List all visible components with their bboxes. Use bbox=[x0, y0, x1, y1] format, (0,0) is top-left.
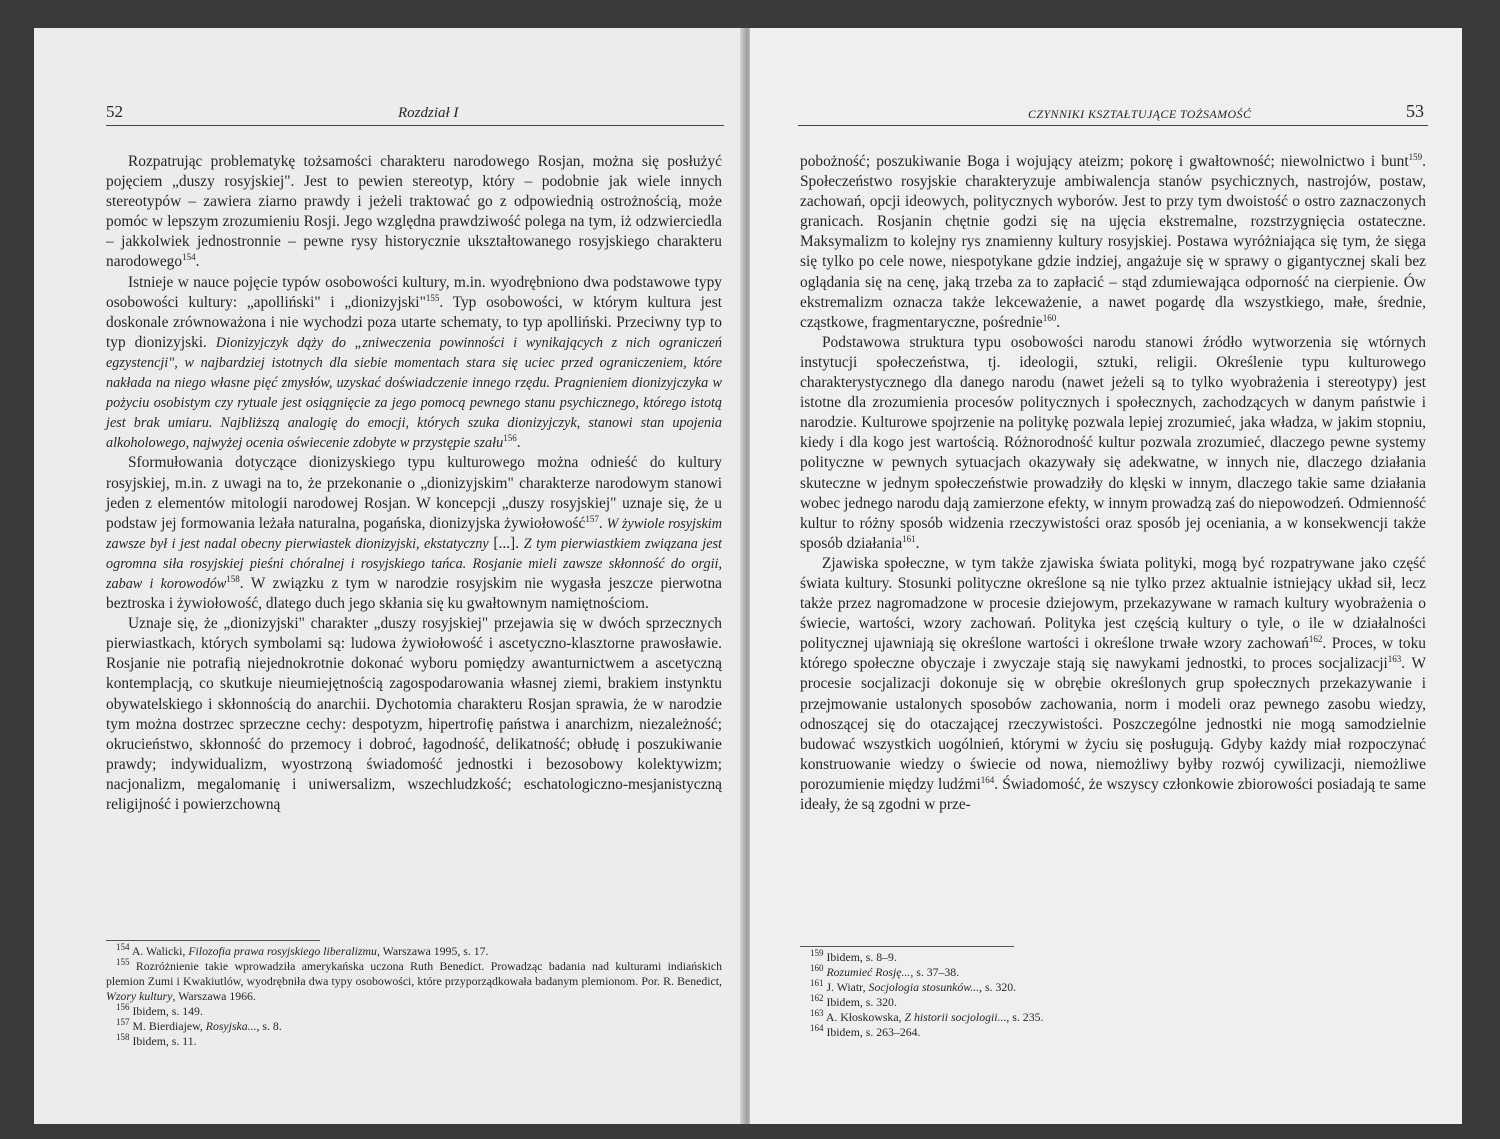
footnote-ref: 154 bbox=[182, 252, 196, 263]
footnote bbox=[800, 1010, 1100, 1025]
paragraph-text: . W procesie socjalizacji dokonuje się w obrębie określonych grup społecznych przekazywanie i przejmowanie ustalonych sposobów zachowania, norm i modeli oraz pewnego zasobu wiedzy, odnoszącej się do otaczającej rzeczywistości. Poszczególne jednostki nie mogą samodzielnie budować wszystkich uogólnień, którymi w życiu się posługują. Gdyby każdy miał rozpoczynać konstruowanie wiedzy o świecie od nowa, niemożliwy byłby rozwój cywilizacji, niemożliwe porozumienie między ludźmi bbox=[800, 655, 1426, 793]
paragraph bbox=[106, 273, 722, 454]
footnote-title: Z historii socjologii... bbox=[904, 1010, 1007, 1024]
page-number: 53 bbox=[1406, 101, 1424, 121]
paragraph-text: [...]. bbox=[488, 534, 524, 552]
paragraph-text: Sformułowania dotyczące dionizyskiego typu kulturowego można odnieść do kultury rosyjskiej, m.in. z uwagi na to, że przekonanie o „dionizyjskim" charakterze narodowym stanowi jeden z elementów mitologii narodowej Rosjan. W koncepcji „duszy rosyjskiej" uznaje się, że u podstaw jej formowania leżała naturalna, pogańska, dionizyjska żywiołowość bbox=[106, 454, 722, 532]
right-page bbox=[750, 28, 1462, 1124]
footnote bbox=[106, 1034, 722, 1049]
footnote-text: , s. 37–38. bbox=[910, 965, 960, 979]
paragraph bbox=[800, 554, 1426, 815]
paragraph-text: pobożność; poszukiwanie Boga i wojujący ateizm; pokorę i gwałtowność; niewolnictwo i bunt bbox=[800, 153, 1409, 170]
footnote-ref: 157 bbox=[585, 513, 599, 524]
paragraph bbox=[800, 333, 1426, 554]
footnote-number: 157 bbox=[116, 1017, 130, 1028]
footnote bbox=[800, 980, 1100, 995]
page-number: 52 bbox=[106, 102, 123, 121]
paragraph-text: . Świadomość, że wszyscy członkowie zbiorowości posiadają te same ideały, że są zgodni w prze- bbox=[800, 775, 1426, 813]
footnote-number: 154 bbox=[116, 942, 130, 953]
footnote-number: 161 bbox=[810, 978, 824, 989]
quotation: Z tym pierwiastkiem związana jest ogromna siła rosyjskiej pieśni chóralnej i rosyjskiego tańca. Rosjanie mieli zawsze skłonność do orgii, zabaw i korowodów bbox=[106, 535, 722, 592]
footnote-ref: 162 bbox=[1308, 634, 1323, 645]
footnote-title: Socjologia stosunków... bbox=[868, 980, 980, 994]
paragraph-text: Podstawowa struktura typu osobowości narodu stanowi źródło wytworzenia się wtórnych instytucji społeczeństwa, tj. ideologii, sztuki, religii. Określenie typu kulturowego charakterystycznego dla danego narodu (nawet jeżeli są to tylko wyobrażenia i stereotypy) jest istotne dla zrozumienia procesów politycznych i społecznych, zachodzących w danym państwie i narodzie. Kulturowe spojrzenie na politykę pozwala lepiej zrozumieć, jaka władza, w jakim stopniu, kiedy i dla kogo jest wartością. Różnorodność kultur pozwala zrozumieć, dlaczego pewne systemy polityczne w pewnych sytuacjach okazywały się adekwatne, w innych nie, dlaczego działania skuteczne w jednym społeczeństwie prowadziły do klęski w innym, dlaczego takie same działania wobec jednego narodu dają zamierzone efekty, w innym prowadzą zaś do niepowodzeń. Odmienność kultur to różny sposób widzenia rzeczywistości oraz sposób jej oceniania, a w konsekwencji także sposób działania bbox=[800, 333, 1426, 552]
paragraph-text: Zjawiska społeczne, w tym także zjawiska świata polityki, mogą być rozpatrywane jako część świata kultury. Stosunki polityczne określone są nie tylko przez aktualnie istniejący układ sił, lecz także przez nagromadzone w procesie dziejowym, przekazywane w ramach kultury wyobrażenia o świecie, wartości, wzory zachowań. Polityka jest częścią kultury o tyle, o ile w działalności politycznej ujawniają się określone wartości i określone trwałe wzory zachowań bbox=[800, 554, 1426, 653]
footnote-number: 158 bbox=[116, 1032, 130, 1043]
right-page-body bbox=[800, 152, 1426, 815]
left-page-body bbox=[106, 152, 722, 815]
footnote-text: A. Kłoskowska, bbox=[825, 1010, 905, 1024]
quotation: Dionizyjczyk dąży do „zniweczenia powinności i wynikających z nich ograniczeń egzystencji", w najbardziej istotnych dla siebie momentach stara się uciec przed ograniczeniem, które nakłada na niego własne pięć zmysłów, uzyskać doświadczenie innego rzędu. Pragnieniem dionizyjczyka w pożyciu osobistym czy rytuale jest osiągnięcie za jego pomocą pewnego stanu psychicznego, którego istotą jest brak umiaru. Najbliższą analogię do emocji, których szuka dionizyjczyk, stanowi stan upojenia alkoholowego, najwyżej ocenia oświecenie zdobyte w przystępie szału bbox=[106, 334, 722, 452]
paragraph-text: Rozpatrując problematykę tożsamości charakteru narodowego Rosjan, można się posłużyć pojęciem „duszy rosyjskiej". Jest to pewien stereotyp, który – podobnie jak wiele innych stereotypów – zawiera ziarno prawdy i jeżeli traktować go z odpowiednią ostrożnością, może pomóc w lepszym zrozumieniu Rosji. Jego względna prawdziwość polega na tym, iż odzwierciedla – jakkolwiek jednostronnie – pewne rysy historycznie ukształtowanego rosyjskiego charakteru narodowego bbox=[106, 153, 722, 271]
footnote-number: 155 bbox=[116, 957, 130, 968]
footnote bbox=[800, 1025, 1100, 1040]
footnote-text: , s. 320. bbox=[979, 980, 1017, 994]
paragraph-text: . bbox=[598, 514, 607, 532]
footnote-divider bbox=[106, 940, 320, 941]
footnote-text: Ibidem, s. 263–264. bbox=[826, 1025, 921, 1039]
footnote-text: Ibidem, s. 8–9. bbox=[826, 950, 897, 964]
running-head: CZYNNIKI KSZTAŁTUJĄCE TOŻSAMOŚĆ bbox=[1028, 107, 1252, 121]
paragraph bbox=[106, 152, 722, 273]
footnote-text: J. Wiatr, bbox=[826, 980, 869, 994]
footnote-number: 164 bbox=[810, 1023, 824, 1034]
paragraph-text: . bbox=[195, 253, 200, 271]
paragraph-text: . bbox=[915, 534, 920, 552]
footnote-text: , Warszawa 1966. bbox=[172, 989, 256, 1003]
footnote-ref: 161 bbox=[902, 533, 916, 544]
footnote bbox=[800, 950, 1100, 965]
footnote bbox=[106, 1004, 722, 1019]
paragraph bbox=[106, 614, 722, 815]
footnote-title: Rosyjska... bbox=[205, 1019, 257, 1033]
footnote-ref: 160 bbox=[1042, 312, 1057, 323]
footnote-title: Wzory kultury bbox=[106, 989, 173, 1003]
footnote-title: Rozumieć Rosję... bbox=[826, 965, 911, 979]
paragraph bbox=[800, 152, 1426, 333]
footnote-number: 162 bbox=[810, 993, 824, 1004]
paragraph-text: . Społeczeństwo rosyjskie charakteryzuje ambiwalencja stanów psychicznych, nastrojów, postaw, zachowań, opcji ideowych, politycznych wyborów. Jest to przy tym dwoistość o ostro zaznaczonych granicach. Rosjanin chętnie godzi się na ujęcia ekstremalne, rozstrzygnięcia ostateczne. Maksymalizm to kolejny rys znamienny kultury rosyjskiej. Postawa wyróżniająca się tym, że sięga się tylko po cele nowe, niespotykane gdzie indziej, angażuje się w sprawy o gigantycznej skali bez oglądania się na cenę, jaką trzeba za to zapłacić – stąd zdumiewająca odporność na cierpienie. Ów ekstremalizm oznacza także lekceważenie, a nawet pogardę dla wszystkiego, małe, średnie, cząstkowe, fragmentaryczne, pośrednie bbox=[800, 153, 1426, 331]
paragraph-text: . Typ osobowości, w którym kultura jest doskonale zrównoważona i nie wychodzi poza utarte schematy, to typ apolliński. Przeciwny typ to typ dionizyjski. bbox=[106, 293, 722, 351]
footnote bbox=[800, 965, 1100, 980]
paragraph bbox=[106, 453, 722, 614]
paragraph-text: Uznaje się, że „dionizyjski" charakter „duszy rosyjskiej" przejawia się w dwóch sprzecznych pierwiastkach, których symbolami są: ludowa żywiołowość i ascetyczno-klasztorne prawosławie. Rosjanie nie potrafią niejednokrotnie dokonać wyboru pomiędzy awanturnictwem a ascetyczną kontemplacją, co skutkuje nieumiejętnością zagospodarowania własnej ziemi, brakiem instynktu obywatelskiego i skłonnością do anarchii. Dychotomia charakteru Rosjan sprawia, że w narodzie tym można dostrzec sprzeczne cechy: despotyzm, hipertrofię państwa i anarchizm, niezależność; okrucieństwo, skłonność do przemocy i dobroć, łagodność, delikatność; obłudę i poszukiwanie prawdy; indywidualizm, wyostrzoną świadomość jednostki i bezosobowy kolektywizm; nacjonalizm, megalomanię i uniwersalizm, wszechludzkość; eschatologiczno-mesjanistyczną religijność i powierzchowną bbox=[106, 615, 722, 813]
footnote-text: Ibidem, s. 11. bbox=[132, 1034, 197, 1048]
footnote-ref: 163 bbox=[1387, 654, 1402, 665]
footnote-number: 163 bbox=[810, 1008, 824, 1019]
footnote-text: Rozróżnienie takie wprowadziła amerykańska uczona Ruth Benedict. Prowadząc badania nad kulturami indiańskich plemion Zumi i Kwakiutlów, wyodrębniła dwa typy osobowości, które przyporządkowała badanym plemionom. Por. R. Benedict, bbox=[106, 959, 723, 988]
footnote-ref: 159 bbox=[1408, 151, 1423, 162]
left-page bbox=[34, 28, 746, 1124]
footnote bbox=[106, 959, 722, 1004]
footnote-number: 159 bbox=[810, 948, 824, 959]
paragraph-text: . bbox=[1056, 313, 1061, 331]
footnote-number: 156 bbox=[116, 1002, 130, 1013]
footnote-ref: 155 bbox=[425, 292, 440, 303]
left-footnotes bbox=[106, 944, 722, 1049]
quotation: W żywiole rosyjskim zawsze był i jest nadal obecny pierwiastek dionizyjski, ekstatyczny bbox=[106, 515, 722, 552]
footnote-text: M. Bierdiajew, bbox=[132, 1019, 206, 1033]
paragraph-text: Istnieje w nauce pojęcie typów osobowości kultury, m.in. wyodrębniono dwa podstawowe typy osobowości kultury: „apolliński" i „dionizyjski" bbox=[106, 273, 722, 311]
paragraph-text: . bbox=[516, 434, 521, 452]
footnote-text: , Warszawa 1995, s. 17. bbox=[376, 944, 489, 958]
right-footnotes bbox=[800, 950, 1100, 1040]
footnote-divider bbox=[800, 946, 1014, 947]
footnote bbox=[106, 944, 722, 959]
footnote-ref: 164 bbox=[980, 774, 995, 785]
footnote-text: , s. 235. bbox=[1006, 1010, 1044, 1024]
footnote-number: 160 bbox=[810, 963, 824, 974]
left-page-header bbox=[106, 101, 724, 126]
paragraph-text: . W związku z tym w narodzie rosyjskim nie wygasła jeszcze pierwotna beztroska i żywiołowość, dlatego duch jego skłania się ku gwałtownym namiętnościom. bbox=[106, 574, 722, 613]
footnote-text: , s. 8. bbox=[256, 1019, 282, 1033]
footnote-text: A. Walicki, bbox=[131, 944, 189, 958]
footnote-text: Ibidem, s. 320. bbox=[826, 995, 897, 1009]
footnote bbox=[800, 995, 1100, 1010]
right-page-header bbox=[798, 101, 1428, 126]
footnote-title: Filozofia prawa rosyjskiego liberalizmu bbox=[188, 944, 377, 958]
paragraph-text: . Proces, w toku którego społeczne obyczaje i zwyczaje stają się nawykami jednostki, to proces socjalizacji bbox=[800, 635, 1426, 673]
footnote-text: Ibidem, s. 149. bbox=[132, 1004, 203, 1018]
running-head: Rozdział I bbox=[398, 105, 459, 121]
footnote-ref: 156 bbox=[503, 433, 517, 444]
footnote-ref: 158 bbox=[226, 573, 240, 584]
footnote bbox=[106, 1019, 722, 1034]
